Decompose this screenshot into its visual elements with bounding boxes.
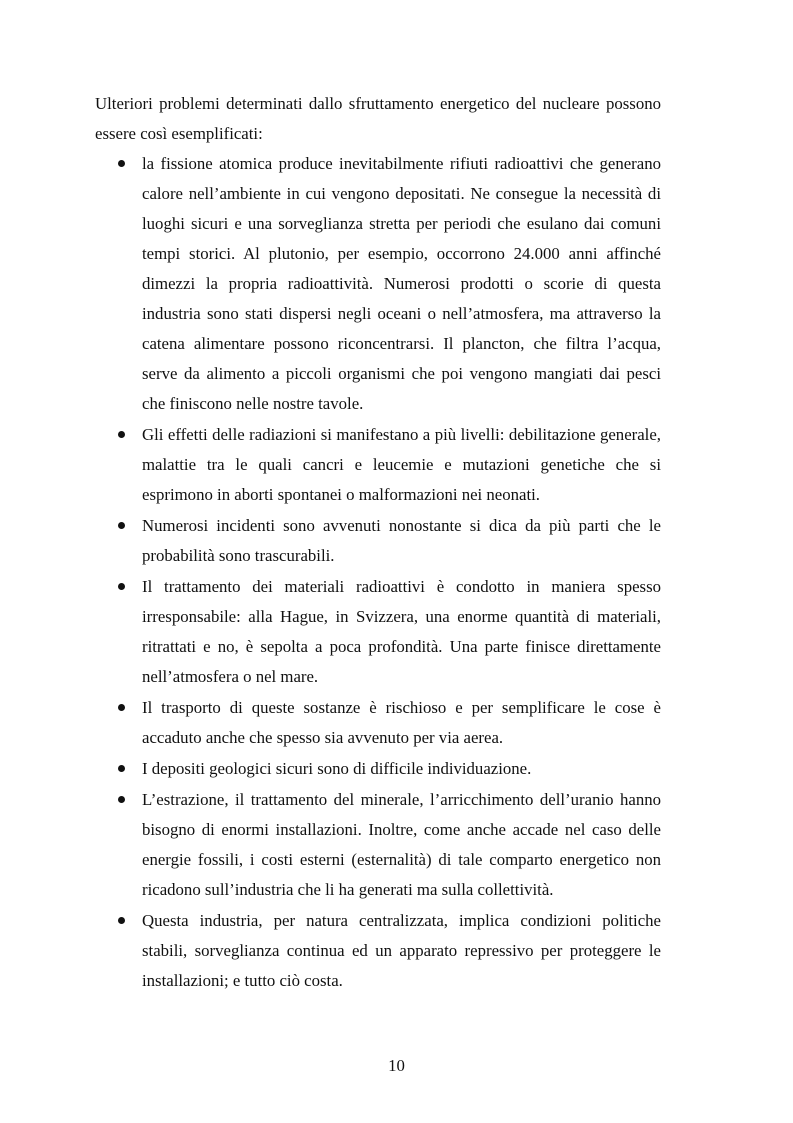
list-item — [95, 420, 661, 510]
list-item — [95, 906, 661, 996]
bullet-list — [95, 149, 661, 996]
bullet-icon — [118, 160, 125, 167]
list-item-text: la fissione atomica produce inevitabilmente rifiuti radioattivi che generano calore nell’ambiente in cui vengono depositati. Ne consegue la necessità di luoghi sicuri e una sorveglianza stretta per periodi che esulano dai comuni tempi storici. Al plutonio, per esempio, occorrono 24.000 anni affinché dimezzi la propria radioattività. Numerosi prodotti o scorie di questa industria sono stati dispersi negli oceani o nell’atmosfera, ma attraverso la catena alimentare possono riconcentrarsi. Il plancton, che filtra l’acqua, serve da alimento a piccoli organismi che poi vengono mangiati dai pesci che finiscono nelle nostre tavole. — [142, 154, 661, 413]
bullet-icon — [118, 431, 125, 438]
bullet-icon — [118, 522, 125, 529]
bullet-icon — [118, 704, 125, 711]
list-item — [95, 149, 661, 419]
page-number: 10 — [388, 1056, 405, 1075]
list-item-text: Gli effetti delle radiazioni si manifestano a più livelli: debilitazione generale, malattie tra le quali cancri e leucemie e mutazioni genetiche che si esprimono in aborti spontanei o malformazioni nei neonati. — [142, 425, 661, 504]
list-item-text: Il trattamento dei materiali radioattivi è condotto in maniera spesso irresponsabile: alla Hague, in Svizzera, una enorme quantità di materiali, ritrattati e no, è sepolta a poca profondità. Una parte finisce direttamente nell’atmosfera o nel mare. — [142, 577, 661, 686]
page-body — [95, 89, 661, 996]
bullet-icon — [118, 583, 125, 590]
list-item-text: Questa industria, per natura centralizzata, implica condizioni politiche stabili, sorveglianza continua ed un apparato repressivo per proteggere le installazioni; e tutto ciò costa. — [142, 911, 661, 990]
list-item-text: Numerosi incidenti sono avvenuti nonostante si dica da più parti che le probabilità sono trascurabili. — [142, 516, 661, 565]
bullet-icon — [118, 917, 125, 924]
bullet-icon — [118, 765, 125, 772]
list-item — [95, 785, 661, 905]
list-item-text: I depositi geologici sicuri sono di difficile individuazione. — [142, 759, 532, 778]
list-item — [95, 693, 661, 753]
bullet-icon — [118, 796, 125, 803]
list-item — [95, 511, 661, 571]
list-item — [95, 572, 661, 692]
list-item-text: L’estrazione, il trattamento del minerale, l’arricchimento dell’uranio hanno bisogno di enormi installazioni. Inoltre, come anche accade nel caso delle energie fossili, i costi esterni (esternalità) di tale comparto energetico non ricadono sull’industria che li ha generati ma sulla collettività. — [142, 790, 661, 899]
list-item — [95, 754, 661, 784]
list-item-text: Il trasporto di queste sostanze è rischioso e per semplificare le cose è accaduto anche che spesso sia avvenuto per via aerea. — [142, 698, 661, 747]
intro-paragraph: Ulteriori problemi determinati dallo sfruttamento energetico del nucleare possono essere così esemplificati: — [95, 94, 661, 143]
